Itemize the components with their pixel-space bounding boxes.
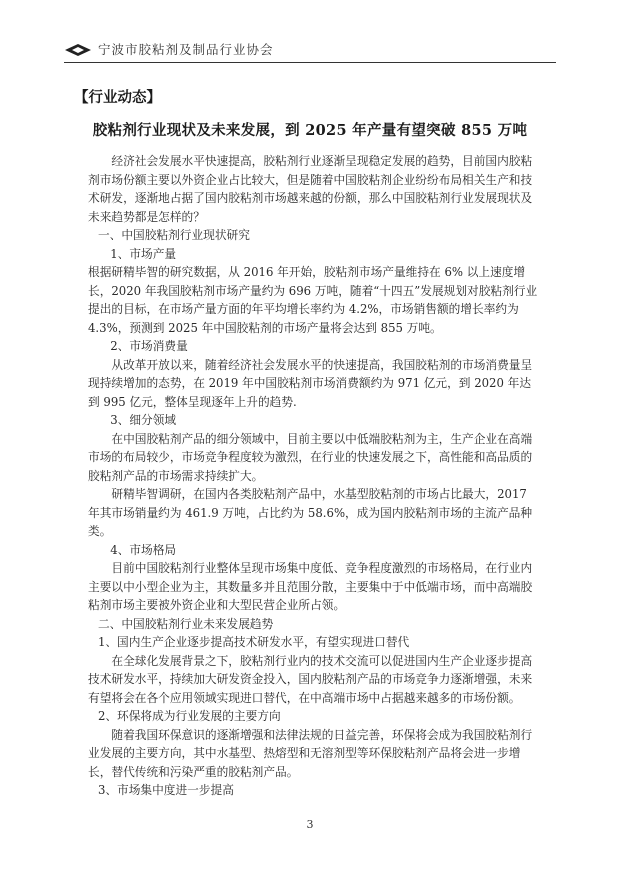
paragraph: 根据研精毕智的研究数据，从 2016 年开始，胶粘剂市场产量维持在 6% 以上速度增长，2020 年我国胶粘剂市场产量约为 696 万吨，随着“十四五”发展规划对胶粘剂行业提出的目标，在市场产量方面的年平均增长率约为 4.2%，市场销售额的增长率约为 4.3%，预测到 2025 年中国胶粘剂的市场产量将会达到 855 万吨。: [88, 265, 538, 335]
article-body: [88, 152, 538, 800]
subsection-heading: 3、市场集中度进一步提高: [97, 783, 234, 797]
subsection-heading: 1、国内生产企业逐步提高技术研发水平，有望实现进口替代: [97, 635, 410, 649]
intro-paragraph: 经济社会发展水平快速提高，胶粘剂行业逐渐呈现稳定发展的趋势，目前国内胶粘剂市场份额主要以外资企业占比较大，但是随着中国胶粘剂企业纷纷布局相关生产和技术研发，逐渐地占据了国内胶粘剂市场越来越的份额，那么中国胶粘剂行业发展现状及未来趋势都是怎样的？: [88, 154, 533, 224]
paragraph: 随着我国环保意识的逐渐增强和法律法规的日益完善，环保将会成为我国胶粘剂行业发展的主要方向，其中水基型、热熔型和无溶剂型等环保胶粘剂产品将会进一步增长，替代传统和污染严重的胶粘剂产品。: [88, 727, 533, 779]
subsection-heading: 1、市场产量: [110, 246, 177, 261]
paragraph: 在中国胶粘剂产品的细分领域中，目前主要以中低端胶粘剂为主，生产企业在高端市场的布局较少，市场竞争程度较为激烈，在行业的快速发展之下，高性能和高品质的胶粘剂产品的市场需求持续扩大。: [88, 431, 533, 483]
subsection-heading: 2、市场消费量: [110, 339, 188, 353]
subsection-heading: 4、市场格局: [110, 542, 177, 557]
section-heading: 二、中国胶粘剂行业未来发展趋势: [97, 616, 274, 631]
page-number: 3: [306, 818, 314, 831]
paragraph: 在全球化发展背景之下，胶粘剂行业内的技术交流可以促进国内生产企业逐步提高技术研发水平，持续加大研发资金投入，国内胶粘剂产品的市场竞争力逐渐增强，未来有望将会在各个应用领域实现进口替代，在中高端市场中占据越来越多的市场份额。: [88, 653, 533, 705]
subsection-heading: 2、环保将成为行业发展的主要方向: [97, 709, 281, 723]
paragraph: 目前中国胶粘剂行业整体呈现市场集中度低、竞争程度激烈的市场格局，在行业内主要以中小型企业为主，其数量多并且范围分散，主要集中于中低端市场，而中高端胶粘剂市场主要被外资企业和大型民营企业所占领。: [88, 561, 533, 612]
section-heading: 一、中国胶粘剂行业现状研究: [97, 228, 250, 242]
section-tag: 【行业动态】: [74, 89, 161, 106]
header-rule: [64, 62, 556, 63]
article-title: 胶粘剂行业现状及未来发展，到 2025 年产量有望突破 855 万吨: [92, 122, 528, 139]
page-header: [64, 40, 556, 62]
subsection-heading: 3、细分领域: [110, 413, 177, 427]
association-logo-icon: [64, 42, 92, 61]
paragraph: 从改革开放以来，随着经济社会发展水平的快速提高，我国胶粘剂的市场消费量呈现持续增加的态势，在 2019 年中国胶粘剂市场消费额约为 971 亿元，到 2020 年达到 995 亿元，整体呈现逐年上升的趋势.: [88, 357, 533, 409]
paragraph: 研精毕智调研，在国内各类胶粘剂产品中，水基型胶粘剂的市场占比最大，2017 年其市场销量约为 461.9 万吨，占比约为 58.6%，成为国内胶粘剂市场的主流产品种类。: [88, 487, 533, 538]
association-name: 宁波市胶粘剂及制品行业协会: [98, 42, 274, 57]
